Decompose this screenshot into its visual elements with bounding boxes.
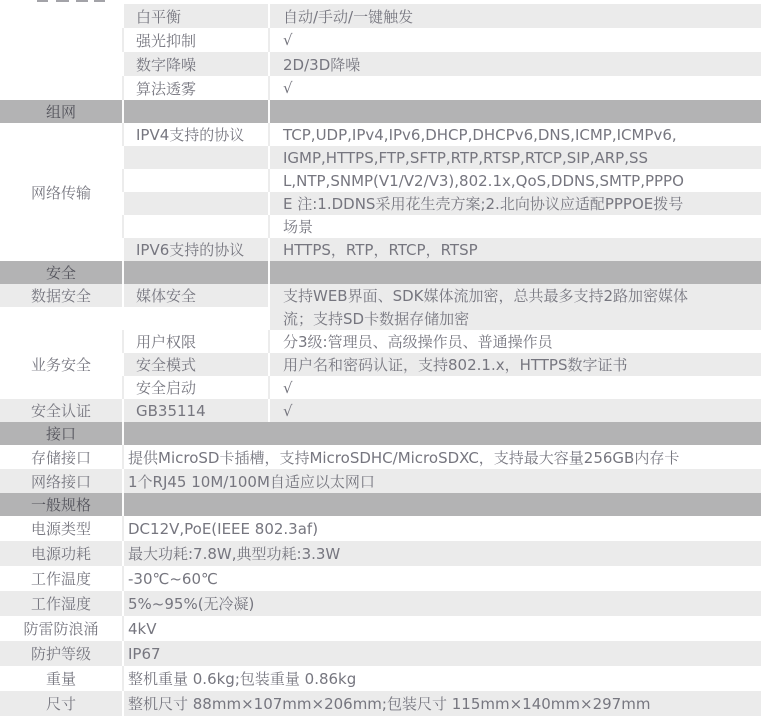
spec-value-cell: √ (270, 399, 761, 422)
category-label: 网络传输 (0, 123, 122, 261)
category-label-cell: 网络接口 (0, 469, 122, 493)
table-row (122, 146, 761, 169)
table-row (122, 353, 761, 376)
table-row (0, 469, 761, 493)
table-row (122, 192, 761, 215)
category-label-cell: 重量 (0, 666, 122, 691)
spec-value-cell: 1个RJ45 10M/100M自适应以太网口 (124, 469, 761, 493)
section-header-row (0, 493, 761, 516)
table-row (122, 238, 761, 261)
table-row (0, 445, 761, 469)
spec-value-cell: 提供MicroSD卡插槽，支持MicroSDHC/MicroSDXC，支持最大容量256GB内存卡 (124, 445, 761, 469)
spec-section (0, 4, 761, 100)
category-label-cell: 存储接口 (0, 445, 122, 469)
spec-value-cell: L,NTP,SNMP(V1/V2/V3),802.1x,QoS,DDNS,SMTP,PPPO (270, 169, 761, 192)
category-label-cell: 防护等级 (0, 641, 122, 666)
spec-value-cell: 分3级:管理员、高级操作员、普通操作员 (270, 330, 761, 353)
category-label-cell: 工作湿度 (0, 591, 122, 616)
spec-value-cell: √ (270, 76, 761, 100)
spec-section (0, 284, 761, 330)
spec-value-cell: DC12V,PoE(IEEE 802.3af) (124, 516, 761, 541)
spec-value-cell: 4kV (124, 616, 761, 641)
section-header-row (0, 100, 761, 123)
spec-name-cell: 数字降噪 (124, 52, 268, 76)
section-rows (122, 123, 761, 261)
category-label: 业务安全 (0, 330, 122, 399)
spec-section (0, 445, 761, 493)
table-row (122, 28, 761, 52)
spec-section (0, 399, 761, 422)
remnant-mark (56, 0, 69, 2)
section-header-cell (124, 493, 761, 516)
category-label-cell: 电源功耗 (0, 541, 122, 566)
section-header-label: 安全 (45, 264, 76, 282)
remnant-mark (76, 0, 88, 2)
spec-name-cell: 强光抑制 (124, 28, 268, 52)
spec-value-cell: 支持WEB界面、SDK媒体流加密，总共最多支持2路加密媒体 (270, 284, 761, 307)
spec-name-cell (124, 169, 268, 192)
table-row (122, 52, 761, 76)
spec-section (0, 516, 761, 716)
table-row (122, 330, 761, 353)
table-row (0, 399, 761, 422)
spec-value-cell: 最大功耗:7.8W,典型功耗:3.3W (124, 541, 761, 566)
spec-value-cell: 整机重量 0.6kg;包装重量 0.86kg (124, 666, 761, 691)
section-header-label: 组网 (45, 103, 76, 121)
spec-section (0, 330, 761, 399)
spec-value-cell: 用户名和密码认证，支持802.1.x，HTTPS数字证书 (270, 353, 761, 376)
section-header-row (0, 422, 761, 445)
category-label-cell: 电源类型 (0, 516, 122, 541)
table-row (0, 516, 761, 541)
spec-value-cell: 流；支持SD卡数据存储加密 (270, 307, 761, 330)
remnant-mark (94, 0, 105, 2)
section-rows (122, 4, 761, 100)
spec-value-cell: IP67 (124, 641, 761, 666)
table-row (122, 376, 761, 399)
spec-name-cell: 白平衡 (124, 4, 268, 28)
table-row (122, 215, 761, 238)
spec-name-cell: IPV4支持的协议 (124, 123, 268, 146)
spec-value-cell: 5%~95%(无冷凝) (124, 591, 761, 616)
spec-value-cell: 自动/手动/一键触发 (270, 4, 761, 28)
section-header-label: 接口 (45, 425, 76, 443)
spec-value-cell: -30℃~60℃ (124, 566, 761, 591)
table-row (0, 616, 761, 641)
spec-name-cell: 用户权限 (124, 330, 268, 353)
section-header-cell (124, 261, 268, 284)
spec-name-cell: IPV6支持的协议 (124, 238, 268, 261)
spec-value-cell: IGMP,HTTPS,FTP,SFTP,RTP,RTSP,RTCP,SIP,ARP,SS (270, 146, 761, 169)
section-header-cell (124, 422, 761, 445)
spec-name-cell (124, 307, 268, 330)
section-header-label: 一般规格 (30, 496, 91, 514)
spec-value-cell: √ (270, 376, 761, 399)
table-row (0, 591, 761, 616)
section-header-cell (124, 100, 268, 123)
table-row (0, 666, 761, 691)
table-row (0, 691, 761, 716)
table-row (0, 641, 761, 666)
spec-name-cell (124, 192, 268, 215)
remnant-mark (37, 0, 48, 2)
section-rows (122, 330, 761, 399)
spec-section (0, 123, 761, 261)
category-label-cell: 防雷防浪涌 (0, 616, 122, 641)
spec-name-cell (124, 215, 268, 238)
spec-name-cell (124, 146, 268, 169)
category-label (0, 4, 122, 100)
spec-value-cell: 场景 (270, 215, 761, 238)
category-label-cell: 尺寸 (0, 691, 122, 716)
category-label-cell (0, 307, 122, 330)
table-row (0, 284, 761, 307)
table-row (0, 566, 761, 591)
category-label-cell: 工作温度 (0, 566, 122, 591)
spec-value-cell: HTTPS，RTP，RTCP，RTSP (270, 238, 761, 261)
section-header-cell (270, 100, 761, 123)
spec-value-cell: 整机尺寸 88mm×107mm×206mm;包装尺寸 115mm×140mm×297mm (124, 691, 761, 716)
cropped-row-remnant (0, 0, 761, 4)
spec-name-cell: 安全模式 (124, 353, 268, 376)
spec-value-cell: 2D/3D降噪 (270, 52, 761, 76)
spec-name-cell: 算法透雾 (124, 76, 268, 100)
section-header-row (0, 261, 761, 284)
spec-value-cell: E 注:1.DDNS采用花生壳方案;2.北向协议应适配PPPOE拨号 (270, 192, 761, 215)
table-row (122, 123, 761, 146)
category-label-cell: 数据安全 (0, 284, 122, 307)
table-row (0, 307, 761, 330)
spec-name-cell: 媒体安全 (124, 284, 268, 307)
category-label-cell: 安全认证 (0, 399, 122, 422)
section-header-cell (270, 261, 761, 284)
table-row (0, 541, 761, 566)
table-row (122, 4, 761, 28)
spec-value-cell: TCP,UDP,IPv4,IPv6,DHCP,DHCPv6,DNS,ICMP,ICMPv6, (270, 123, 761, 146)
table-row (122, 169, 761, 192)
table-row (122, 76, 761, 100)
spec-name-cell: 安全启动 (124, 376, 268, 399)
spec-name-cell: GB35114 (124, 399, 268, 422)
spec-value-cell: √ (270, 28, 761, 52)
